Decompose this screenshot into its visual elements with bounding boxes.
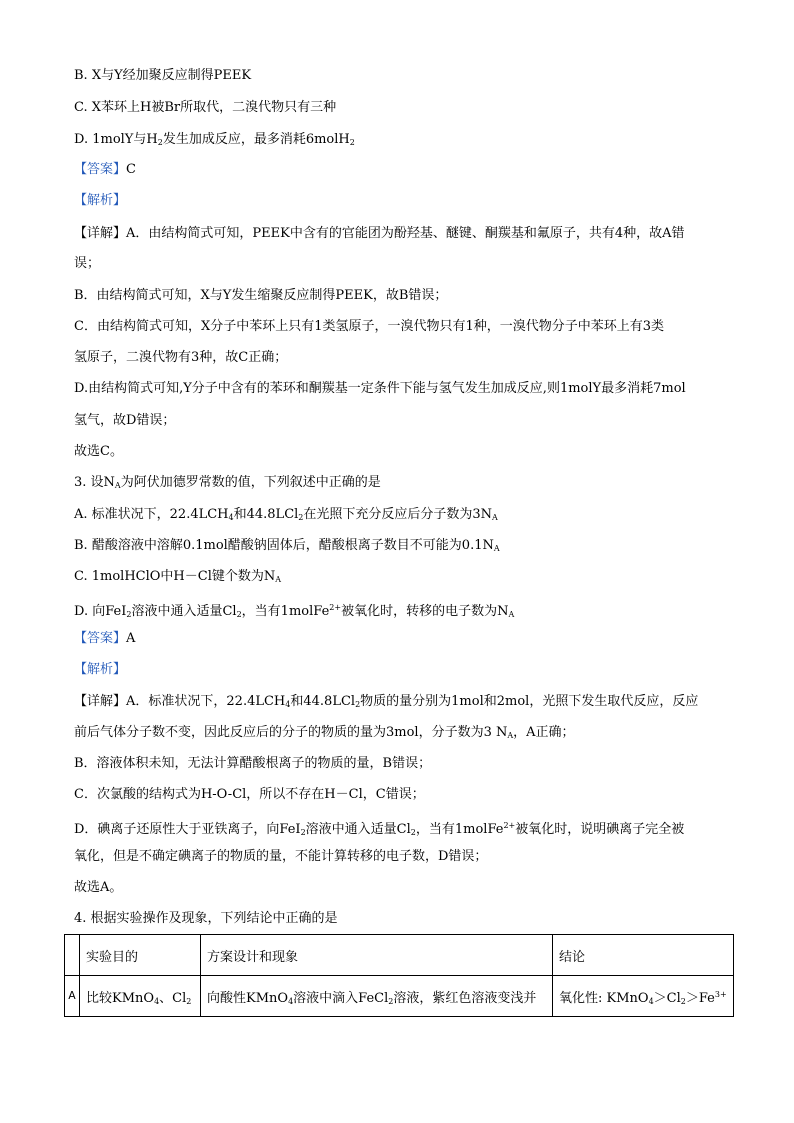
q3-option-c xyxy=(74,567,281,590)
text: ，当有1molFe xyxy=(241,604,330,619)
answer-tag: 【答案】 xyxy=(74,162,127,177)
text: 前后气体分子数不变，因此反应后的分子的物质的量为3mol，分子数为3 N xyxy=(74,725,508,740)
text: ＞Fe xyxy=(685,990,715,1006)
q2-detail-b: B．由结构简式可知，X与Y发生缩聚反应制得PEEK，故B错误； xyxy=(74,288,448,303)
text: 3. 设N xyxy=(74,475,115,490)
sub: A xyxy=(275,575,282,584)
header-cell: 实验目的 xyxy=(80,935,201,976)
sub: 2 xyxy=(157,138,163,147)
sub: 2 xyxy=(186,996,192,1006)
text: 氧化性: KMnO xyxy=(559,990,649,1006)
text: D. 向FeI xyxy=(74,604,127,619)
sub: A xyxy=(492,513,498,522)
text: C. 1molHClO中H－Cl键个数为N xyxy=(74,569,276,584)
q3-stem xyxy=(74,473,381,496)
text: 溶液中通入适量Cl xyxy=(305,822,411,837)
sub: 4 xyxy=(154,996,160,1006)
q2-detail-d-2: 氢气，故D错误； xyxy=(74,413,176,428)
sup: 2+ xyxy=(503,821,516,830)
conclusion-cell xyxy=(553,976,734,1017)
text: A．标准状况下，22.4LCH xyxy=(126,694,286,709)
text: 物质的量分别为1mol和2mol，光照下发生取代反应，反应 xyxy=(360,694,699,709)
purpose-cell xyxy=(80,976,201,1017)
sub: 2 xyxy=(355,700,361,709)
text: A．由结构简式可知，PEEK中含有的官能团为酚羟基、醚键、酮羰基和氟原子，共有4种，故A错 xyxy=(126,226,685,241)
row-label: A xyxy=(65,976,80,1017)
text: 溶液中滴入FeCl xyxy=(293,990,389,1006)
q3-detail-d-1 xyxy=(74,816,684,843)
q3-detail-c: C．次氯酸的结构式为H-O-Cl，所以不存在H－Cl，C错误； xyxy=(74,787,425,802)
q2-analysis-tag: 【解析】 xyxy=(74,193,127,208)
sub: 4 xyxy=(648,996,654,1006)
sub: A xyxy=(507,731,514,740)
sub: 4 xyxy=(288,996,294,1006)
text: D. 1molY与H xyxy=(74,132,158,147)
sub: 2 xyxy=(236,610,242,619)
sub: 4 xyxy=(285,700,291,709)
text: B. 醋酸溶液中溶解0.1mol醋酸钠固体后，醋酸根离子数目不可能为0.1N xyxy=(74,538,494,553)
answer-tag: 【答案】 xyxy=(74,631,127,646)
sub: 2 xyxy=(388,996,394,1006)
text: A. 标准状况下，22.4LCH xyxy=(74,507,229,522)
sub: 2 xyxy=(298,513,304,522)
text: 被氧化时，转移的电子数为N xyxy=(341,604,509,619)
sup: 2+ xyxy=(329,603,342,612)
answer-value: C xyxy=(126,162,136,177)
q3-conclusion: 故选A。 xyxy=(74,880,123,895)
q4-table xyxy=(64,934,734,1017)
q3-detail-b: B．溶液体积未知，无法计算醋酸根离子的物质的量，B错误； xyxy=(74,756,432,771)
text: 向酸性KMnO xyxy=(207,990,289,1006)
text: 溶液，紫红色溶液变浅并 xyxy=(393,990,537,1006)
q3-analysis-tag: 【解析】 xyxy=(74,662,127,677)
sub: 4 xyxy=(228,513,234,522)
q4-stem: 4. 根据实验操作及现象，下列结论中正确的是 xyxy=(74,911,338,926)
q3-detail-d-2: 氧化，但是不确定碘离子的物质的量，不能计算转移的电子数，D错误； xyxy=(74,849,488,864)
detail-tag: 【详解】 xyxy=(74,694,127,709)
text: 被氧化时，说明碘离子完全被 xyxy=(515,822,685,837)
sub: 2 xyxy=(680,996,686,1006)
q3-detail-a-1 xyxy=(74,692,698,715)
q3-option-b xyxy=(74,536,500,559)
header-cell: 结论 xyxy=(553,935,734,976)
sub: A xyxy=(493,544,500,553)
q2-detail-d-1: D.由结构简式可知,Y分子中含有的苯环和酮羰基一定条件下能与氢气发生加成反应,则1molY最多消耗7mol xyxy=(74,381,686,396)
q2-option-d xyxy=(74,130,355,153)
sub: 2 xyxy=(349,138,355,147)
q3-detail-a-2 xyxy=(74,723,575,746)
text: 比较KMnO xyxy=(86,990,155,1006)
text: 和44.8LCl xyxy=(290,694,356,709)
q2-option-c: C. X苯环上H被Br所取代，二溴代物只有三种 xyxy=(74,100,337,115)
sub: A xyxy=(114,481,121,490)
sub: 2 xyxy=(410,828,416,837)
text: ＞Cl xyxy=(653,990,681,1006)
answer-value: A xyxy=(126,631,136,646)
q2-answer xyxy=(74,160,136,180)
q2-detail-a-1 xyxy=(74,224,685,244)
q2-detail-c-1: C．由结构简式可知，X分子中苯环上只有1类氢原子，一溴代物只有1种，一溴代物分子中苯环上有3类 xyxy=(74,319,665,334)
q2-detail-a-2: 误； xyxy=(74,256,101,271)
table-row xyxy=(65,976,734,1017)
text: 为阿伏加德罗常数的值，下列叙述中正确的是 xyxy=(120,475,381,490)
q2-conclusion: 故选C。 xyxy=(74,444,123,459)
q3-option-a xyxy=(74,505,498,528)
text: 和44.8LCl xyxy=(233,507,299,522)
text: 、Cl xyxy=(159,990,187,1006)
q3-option-d xyxy=(74,598,514,625)
header-cell xyxy=(65,935,80,976)
design-cell xyxy=(201,976,553,1017)
text: ，当有1molFe xyxy=(415,822,504,837)
header-cell: 方案设计和现象 xyxy=(201,935,553,976)
sub: 2 xyxy=(126,610,132,619)
text: D．碘离子还原性大于亚铁离子，向FeI xyxy=(74,822,301,837)
text: 在光照下充分反应后分子数为3N xyxy=(303,507,493,522)
sup: 3+ xyxy=(714,989,727,999)
text: 发生加成反应，最多消耗6molH xyxy=(162,132,350,147)
text: ，A正确； xyxy=(513,725,575,740)
sub: A xyxy=(508,610,515,619)
table-header-row xyxy=(65,935,734,976)
sub: 2 xyxy=(300,828,306,837)
q2-detail-c-2: 氢原子，二溴代物有3种，故C正确； xyxy=(74,350,288,365)
text: 溶液中通入适量Cl xyxy=(131,604,237,619)
detail-tag: 【详解】 xyxy=(74,226,127,241)
q3-answer xyxy=(74,629,135,649)
q2-option-b: B. X与Y经加聚反应制得PEEK xyxy=(74,68,252,83)
